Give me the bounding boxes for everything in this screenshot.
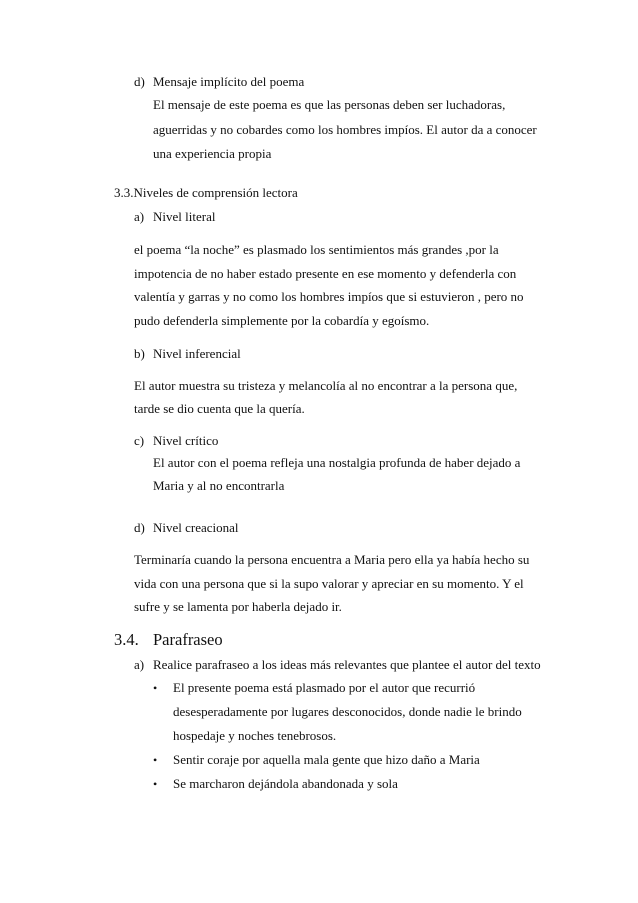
section-heading-parafraseo: Parafraseo	[153, 630, 223, 649]
paragraph-line: aguerridas y no cobardes como los hombres impíos. El autor da a conocer	[153, 122, 537, 137]
paragraph-line: Terminaría cuando la persona encuentra a Maria pero ella ya había hecho su	[134, 552, 530, 567]
subsection-title-critico: Nivel crítico	[153, 433, 219, 448]
item-label-a-parafraseo: a)	[134, 657, 145, 672]
section-heading-niveles: 3.3.Niveles de comprensión lectora	[114, 185, 298, 200]
paragraph-line: tarde se dio cuenta que la quería.	[134, 401, 305, 416]
subsection-title-creacional: Nivel creacional	[153, 520, 239, 535]
parafraseo-instruction: Realice parafraseo a los ideas más relevantes que plantee el autor del texto	[153, 657, 541, 672]
paragraph-line: el poema “la noche” es plasmado los sentimientos más grandes ,por la	[134, 242, 499, 257]
subsection-title-inferencial: Nivel inferencial	[153, 346, 241, 361]
section-title-mensaje-implicito: Mensaje implícito del poema	[153, 74, 305, 89]
paragraph-line: impotencia de no haber estado presente en ese momento y defenderla con	[134, 266, 517, 281]
item-label-d: d)	[134, 74, 145, 89]
item-label-d-creacional: d)	[134, 520, 145, 535]
paragraph-line: pudo defenderla simplemente por la cobardía y egoísmo.	[134, 313, 430, 328]
paragraph-line: El autor muestra su tristeza y melancolía al no encontrar a la persona que,	[134, 378, 518, 393]
bullet-icon: •	[153, 681, 158, 695]
bullet-icon: •	[153, 753, 158, 767]
paragraph-line: valentía y garras y no como los hombres impíos que si estuvieron , pero no	[134, 289, 524, 304]
bullet-text-line: El presente poema está plasmado por el autor que recurrió	[173, 680, 476, 695]
paragraph-line: vida con una persona que si la supo valorar y apreciar en su momento. Y el	[134, 576, 524, 591]
paragraph-line: El autor con el poema refleja una nostalgia profunda de haber dejado a	[153, 455, 521, 470]
paragraph-line: Maria y al no encontrarla	[153, 478, 285, 493]
bullet-text-line: Se marcharon dejándola abandonada y sola	[173, 776, 398, 791]
bullet-text-line: Sentir coraje por aquella mala gente que hizo daño a Maria	[173, 752, 480, 767]
item-label-c: c)	[134, 433, 145, 448]
paragraph-line: El mensaje de este poema es que las personas deben ser luchadoras,	[153, 97, 506, 112]
subsection-title-literal: Nivel literal	[153, 209, 216, 224]
bullet-icon: •	[153, 777, 158, 791]
bullet-text-line: hospedaje y noches tenebrosos.	[173, 728, 337, 743]
paragraph-line: sufre y se lamenta por haberla dejado ir.	[134, 599, 342, 614]
item-label-b: b)	[134, 346, 145, 361]
item-label-a: a)	[134, 209, 145, 224]
paragraph-line: una experiencia propia	[153, 146, 272, 161]
section-number-3-4: 3.4.	[114, 630, 139, 649]
bullet-text-line: desesperadamente por lugares desconocidos, donde nadie le brindo	[173, 704, 522, 719]
